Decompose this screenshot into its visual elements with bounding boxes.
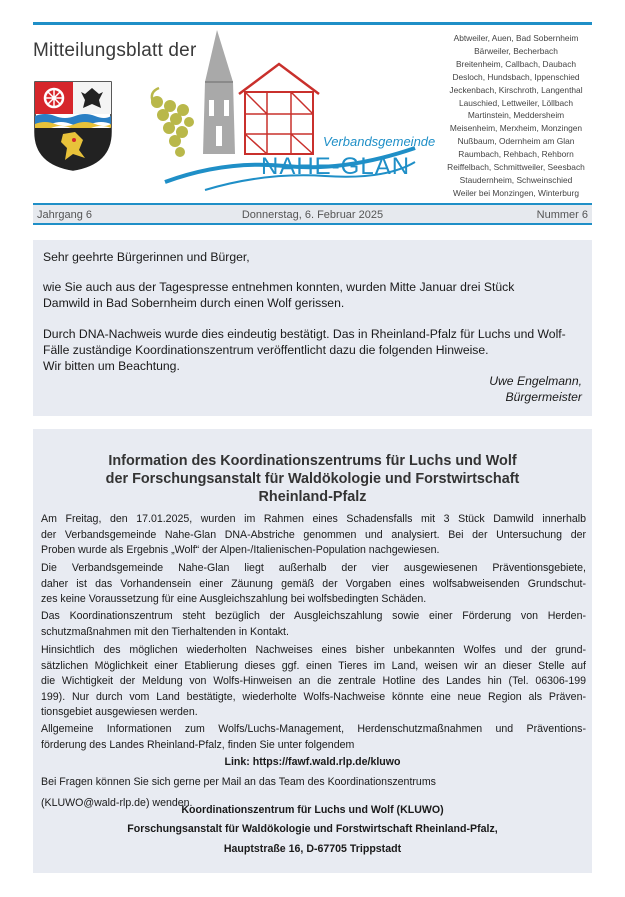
municipality-line: Reiffelbach, Schmittweiler, Seesbach: [447, 162, 585, 173]
letter-paragraph-line: Fälle zuständige Koordinationszentrum veröffentlicht dazu die folgenden Hinweise.: [43, 343, 489, 357]
letter-paragraph-line: Durch DNA-Nachweis wurde dies eindeutig bestätigt. Das in Rheinland-Pfalz für Luchs und Wolf-: [43, 327, 566, 341]
contact-sentence-line: Bei Fragen können Sie sich gerne per Mail an das Team des Koordinationszentrums: [41, 776, 436, 788]
nahe-glan-logo-icon: [145, 22, 436, 192]
municipality-line: Weiler bei Monzingen, Winterburg: [453, 187, 579, 198]
text-line: Die Verbandsgemeinde Nahe-Glan liegt außerhalb der vier ausgewiesenen Präventionsgebiete,: [41, 562, 586, 574]
issue-number: Nummer 6: [536, 209, 588, 221]
info-notice: [33, 429, 592, 873]
municipality-line: Meisenheim, Merxheim, Monzingen: [449, 123, 583, 134]
municipality-line: Nußbaum, Odernheim am Glan: [457, 136, 575, 147]
letter-paragraph-line: wie Sie auch aus der Tagespresse entnehmen konnten, wurden Mitte Januar drei Stück: [43, 280, 515, 294]
municipality-line: Desloch, Hundsbach, Ippenschied: [452, 71, 580, 82]
contact-email[interactable]: (KLUWO@wald-rlp.de) wenden.: [41, 797, 193, 809]
text-line: der Verbandsgemeinde Nahe-Glan DNA-Abstriche genommen und analysiert. Bei der Untersuchung der: [41, 528, 586, 541]
notice-paragraph: [41, 609, 586, 640]
municipality-line: Jeckenbach, Kirschroth, Langenthal: [449, 84, 583, 95]
municipality-line: Lauschied, Lettweiler, Löllbach: [458, 97, 574, 108]
text-line: Am Freitag, den 17.01.2025, wurden im Rahmen eines Schadensfalls mit 3 Stück Damwild innerhalb: [41, 513, 586, 525]
text-line: Allgemeine Informationen zum Wolfs/Luchs-Management, Herdenschutzmaßnahmen und Präventions-: [41, 723, 586, 735]
municipality-line: Breitenheim, Callbach, Daubach: [455, 58, 577, 69]
notice-paragraph: [41, 643, 586, 721]
contact-address: Hauptstraße 16, D-67705 Trippstadt: [223, 843, 402, 855]
signature-name: Uwe Engelmann,: [489, 374, 582, 388]
municipality-list: [440, 32, 592, 200]
text-line: sätzlichen Möglichkeit einer Etablierung dieses ggf. einen Tieres im Land, weisen wir an dieser Stelle auf: [41, 659, 586, 672]
signature-role: Bürgermeister: [505, 390, 582, 404]
municipality-line: Bärweiler, Becherbach: [474, 45, 558, 56]
contact-org: Koordinationszentrum für Luchs und Wolf (KLUWO): [181, 804, 444, 816]
text-line: 199). Nur durch vom Land bestätigte, wiederholte Wolfs-Nachweise könnte eine neue Region als Präven-: [41, 690, 586, 703]
municipality-line: Martinstein, Meddersheim: [467, 110, 565, 121]
issue-date: Donnerstag, 6. Februar 2025: [241, 209, 384, 221]
notice-paragraph: [41, 722, 586, 753]
logo-subtitle: Verbandsgemeinde: [323, 134, 436, 149]
text-line: Proben wurde als Ergebnis „Wolf“ der Alpen-/Italienischen-Population nachgewiesen.: [41, 544, 440, 556]
publication-title: Mitteilungsblatt der: [33, 40, 197, 61]
issue-info-bar: [33, 203, 592, 225]
mayor-letter: [33, 240, 592, 416]
municipality-line: Abtweiler, Auen, Bad Sobernheim: [453, 33, 579, 43]
text-line: förderung des Landes Rheinland-Pfalz, finden Sie unter folgendem: [41, 738, 355, 751]
text-line: schutzmaßnahmen mit den Tierhaltenden in Kontakt.: [41, 625, 289, 638]
text-line: die Wichtigkeit der Meldung von Wolfs-Hinweisen an die zentrale Hotline des Landes hin (Tel. 06306-199: [41, 675, 586, 687]
text-line: Das Koordinationszentrum steht bezüglich der Ausgleichszahlung sowie einer Förderung von Herden-: [41, 610, 586, 622]
notice-heading: der Forschungsanstalt für Waldökologie und Forstwirtschaft: [105, 471, 520, 487]
contact-institute: Forschungsanstalt für Waldökologie und Forstwirtschaft Rheinland-Pfalz,: [127, 823, 498, 835]
coat-of-arms-icon: [33, 80, 113, 172]
issue-volume: Jahrgang 6: [37, 209, 93, 221]
letter-greeting: Sehr geehrte Bürgerinnen und Bürger,: [43, 250, 250, 264]
notice-heading: Information des Koordinationszentrums für Luchs und Wolf: [108, 453, 517, 469]
text-line: daher ist das Vorhandensein einer Zäunung gemäß der Vorgaben eines wolfsabweisenden Grundschut-: [41, 577, 586, 590]
notice-paragraph: [41, 512, 586, 559]
info-link[interactable]: Link: https://fawf.wald.rlp.de/kluwo: [224, 756, 401, 768]
municipality-line: Staudernheim, Schweinschied: [459, 174, 573, 185]
letter-paragraph-line: Damwild in Bad Sobernheim durch einen Wolf gerissen.: [43, 296, 345, 310]
text-line: Hinsichtlich des möglichen wiederholten Nachweises eines bisher unbekannten Wolfes und der grund-: [41, 644, 586, 656]
logo-name: NAHE-GLAN: [261, 153, 411, 180]
text-line: tionsgebiet ausgewiesen werden.: [41, 706, 198, 718]
letter-paragraph-line: Wir bitten um Beachtung.: [43, 359, 180, 373]
text-line: zes keine Voraussetzung für eine Ausgleichszahlung bei wolfsbedingten Schäden.: [41, 593, 427, 605]
municipality-line: Raumbach, Rehbach, Rehborn: [458, 149, 574, 160]
notice-paragraph: [41, 561, 586, 608]
notice-heading: Rheinland-Pfalz: [258, 489, 367, 505]
